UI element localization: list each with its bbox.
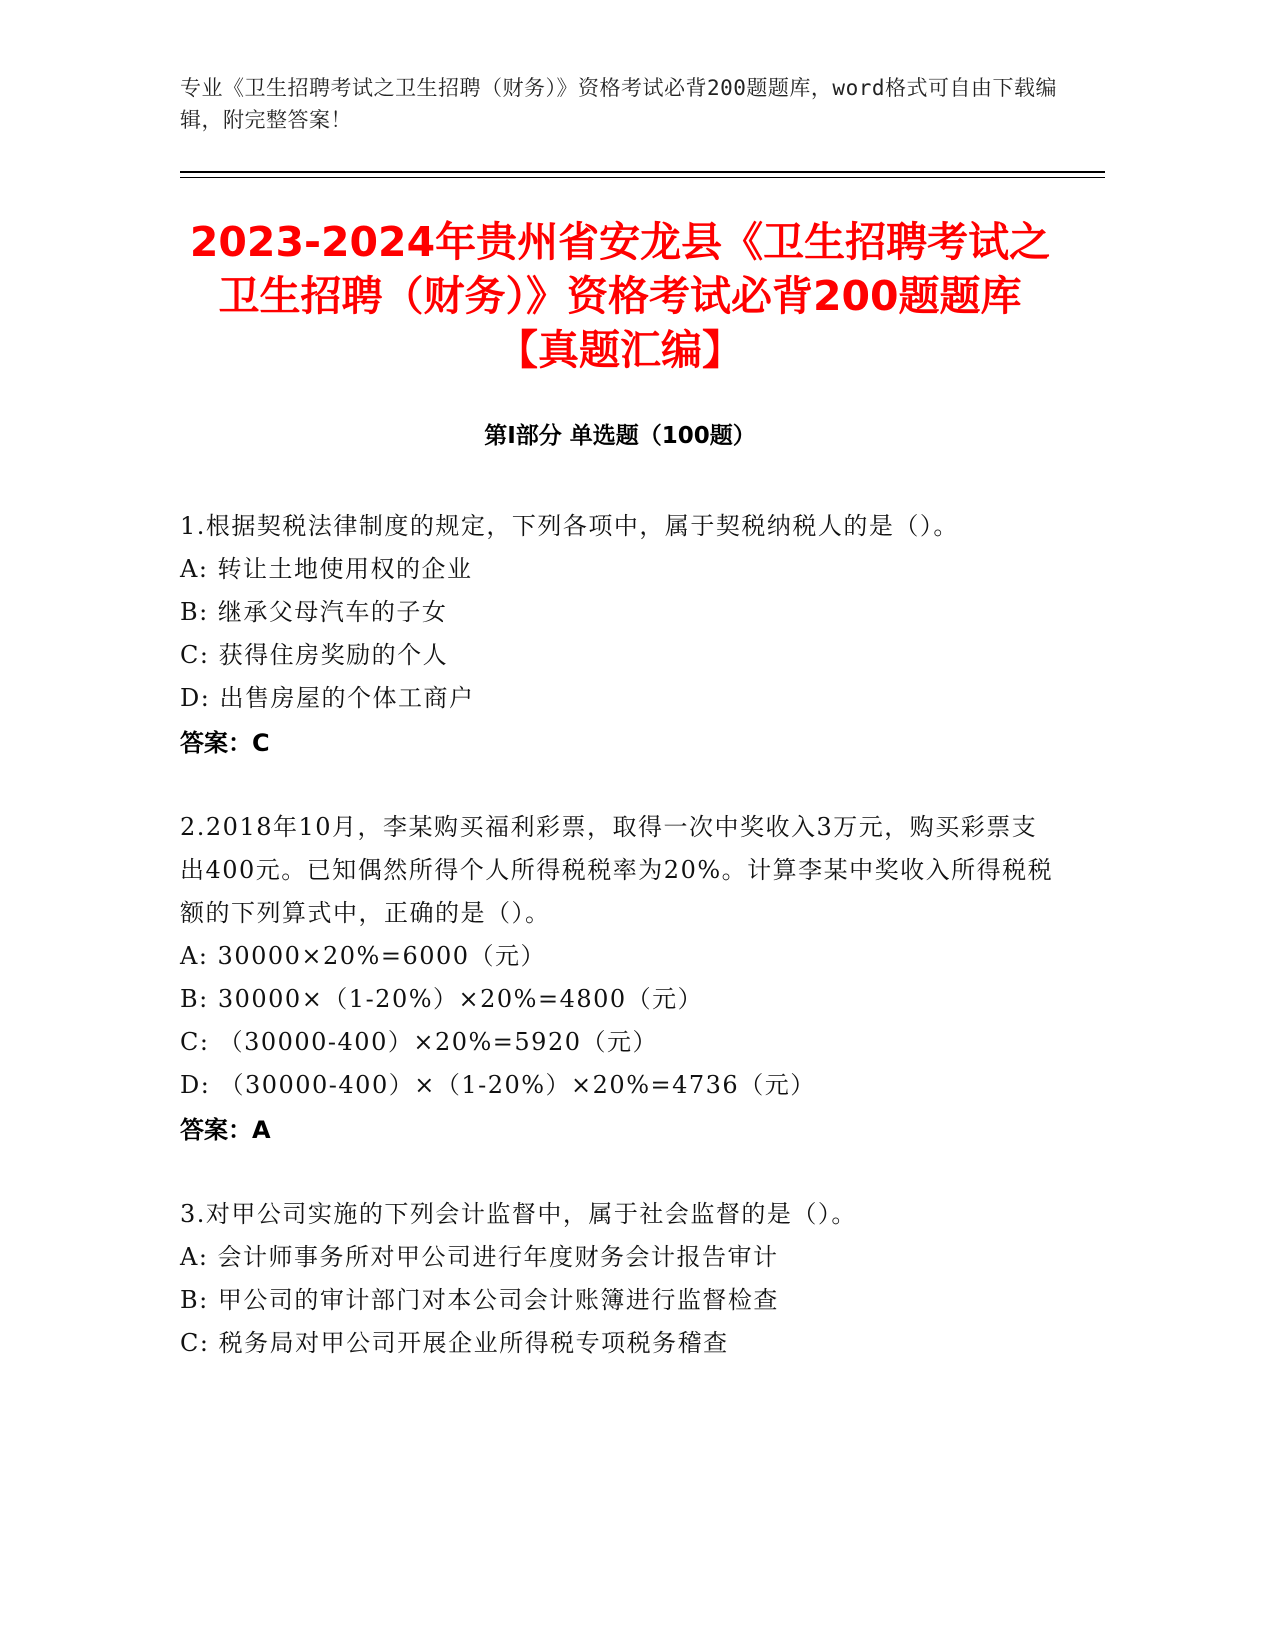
answer: 答案：C	[180, 729, 270, 757]
answer: 答案：A	[180, 1116, 271, 1144]
section-title: 第Ⅰ部分 单选题（100题）	[484, 423, 756, 449]
question-stem: 1.根据契税法律制度的规定，下列各项中，属于契税纳税人的是（）。	[180, 512, 959, 540]
header-note: 专业《卫生招聘考试之卫生招聘（财务）》资格考试必背200题题库，word格式可自由下载编辑，附完整答案！	[180, 76, 1057, 132]
option-c: C: 税务局对甲公司开展企业所得税专项税务稽查	[180, 1329, 729, 1357]
question-3	[180, 1193, 1060, 1365]
option-c: C: （30000-400）×20%=5920（元）	[180, 1028, 658, 1056]
option-a: A: 会计师事务所对甲公司进行年度财务会计报告审计	[180, 1243, 779, 1271]
option-d: D: （30000-400）×（1-20%）×20%=4736（元）	[180, 1071, 816, 1099]
option-b: B: 继承父母汽车的子女	[180, 598, 448, 626]
question-stem: 2.2018年10月，李某购买福利彩票，取得一次中奖收入3万元，购买彩票支出400元。已知偶然所得个人所得税税率为20%。计算李某中奖收入所得税税额的下列算式中，正确的是（）。	[180, 813, 1054, 927]
option-b: B: 甲公司的审计部门对本公司会计账簿进行监督检查	[180, 1286, 779, 1314]
question-2	[180, 806, 1060, 1153]
option-a: A: 转让土地使用权的企业	[180, 555, 473, 583]
header-divider-thick	[180, 171, 1105, 173]
document-title: 2023-2024年贵州省安龙县《卫生招聘考试之卫生招聘（财务）》资格考试必背200题题库【真题汇编】	[189, 218, 1051, 374]
option-a: A: 30000×20%=6000（元）	[180, 942, 547, 970]
option-b: B: 30000×（1-20%）×20%=4800（元）	[180, 985, 704, 1013]
question-1	[180, 505, 1060, 766]
option-d: D: 出售房屋的个体工商户	[180, 684, 475, 712]
header-divider-thin	[180, 177, 1105, 178]
question-stem: 3.对甲公司实施的下列会计监督中，属于社会监督的是（）。	[180, 1200, 857, 1228]
question-list	[180, 505, 1060, 1405]
option-c: C: 获得住房奖励的个人	[180, 641, 449, 669]
